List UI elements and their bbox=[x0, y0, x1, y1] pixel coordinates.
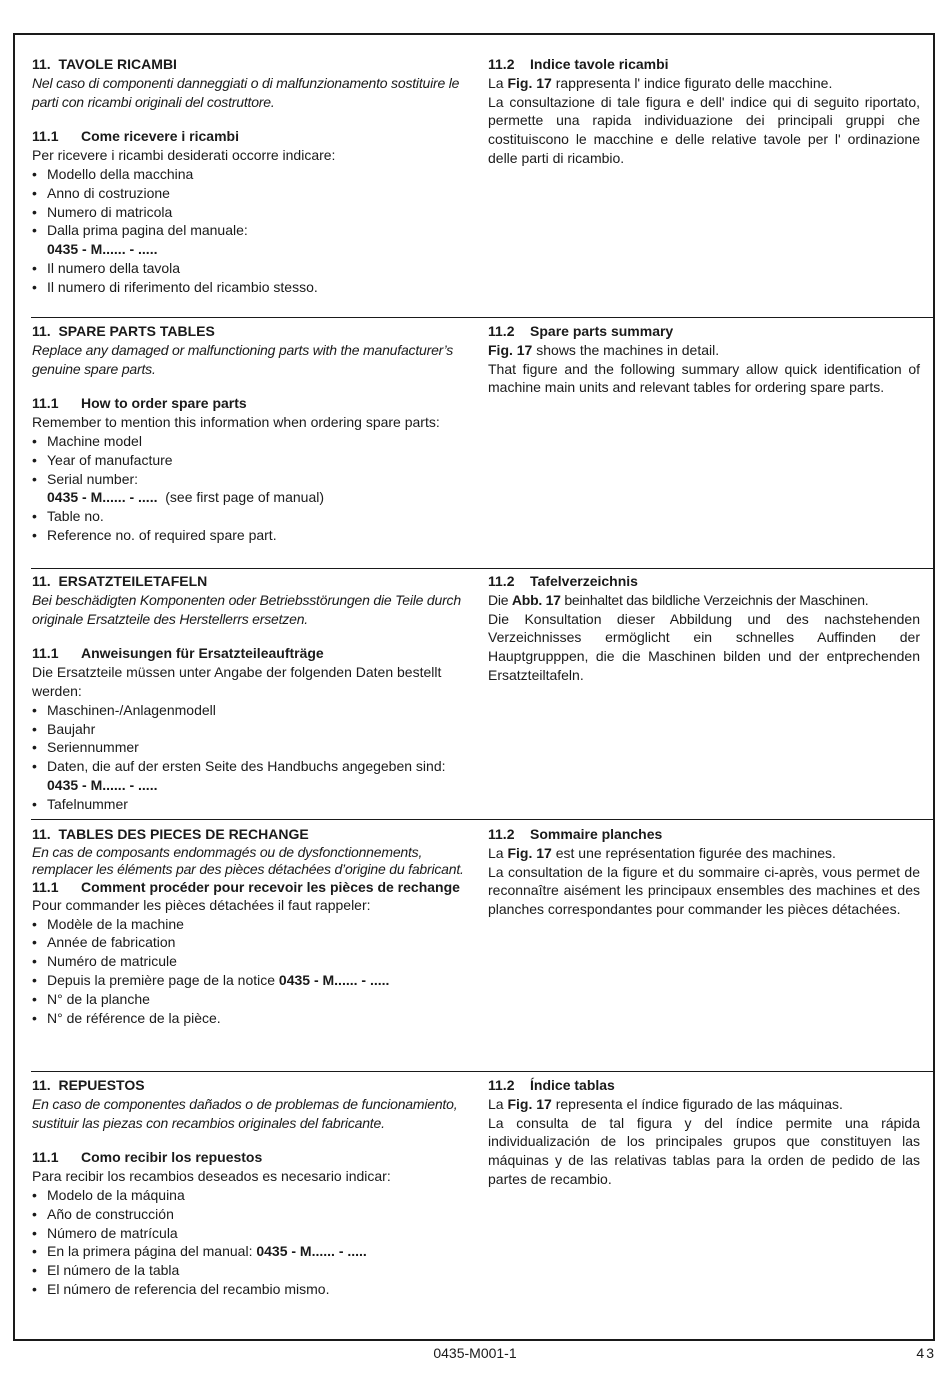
italian-right-column bbox=[488, 55, 920, 168]
list-item: • Machine model bbox=[32, 432, 142, 449]
list-item: • Numero di matricola bbox=[32, 203, 173, 220]
page-frame bbox=[13, 33, 935, 1341]
paragraph: La Fig. 17 representa el índice figurado de las máquinas. bbox=[488, 1095, 843, 1112]
list-item: • Año de construcción bbox=[32, 1205, 174, 1222]
list-item: • N° de référence de la pièce. bbox=[32, 1009, 221, 1026]
paragraph: Fig. 17 shows the machines in detail. bbox=[488, 341, 720, 358]
lead-text: Pour commander les pièces détachées il faut rappeler: bbox=[32, 896, 371, 913]
list-item: • El número de la tabla bbox=[32, 1262, 180, 1279]
section-title: 11. ERSATZTEILETAFELN bbox=[32, 573, 208, 589]
list-item: • Maschinen-/Anlagenmodell bbox=[32, 701, 216, 718]
list-item: • Tafelnummer bbox=[32, 795, 128, 812]
section-title: 11. REPUESTOS bbox=[32, 1077, 145, 1093]
manual-code: 0435 - M...... - ..... (see first page of manual) bbox=[47, 489, 325, 506]
list-item: • Reference no. of required spare part. bbox=[32, 526, 277, 543]
list-item: • Il numero della tavola bbox=[32, 259, 181, 276]
subsection-heading: 11.2 Indice tavole ricambi bbox=[488, 56, 669, 72]
list-item: • El número de referencia del recambio mismo. bbox=[32, 1280, 330, 1297]
paragraph: La Fig. 17 est une représentation figurée des machines. bbox=[488, 844, 836, 861]
section-title: 11. SPARE PARTS TABLES bbox=[32, 323, 215, 339]
page-number: 43 bbox=[916, 1345, 936, 1361]
document-code: 0435-M001-1 bbox=[433, 1345, 517, 1361]
spanish-right-column bbox=[488, 1076, 920, 1189]
list-item: • Baujahr bbox=[32, 720, 96, 737]
subsection-heading: 11.1 Como recibir los repuestos bbox=[32, 1149, 263, 1166]
english-right-column bbox=[488, 322, 920, 397]
subsection-heading: 11.1 Come ricevere i ricambi bbox=[32, 128, 239, 145]
list-item: • Année de fabrication bbox=[32, 934, 176, 951]
lead-text: Remember to mention this information when ordering spare parts: bbox=[32, 414, 440, 431]
lead-text: Per ricevere i ricambi desiderati occorre indicare: bbox=[32, 147, 336, 164]
section-divider bbox=[31, 568, 933, 569]
german-left-column bbox=[32, 572, 472, 814]
list-item: • N° de la planche bbox=[32, 990, 150, 1007]
paragraph: La consulta de tal figura y del índice permite una rápida individualización de los principales grupos que constituyen las máquinas y de las relativas tablas para la orden de pedido de las partes de recambio. bbox=[488, 1114, 920, 1187]
subsection-heading: 11.1 How to order spare parts bbox=[32, 395, 247, 412]
english-left-column bbox=[32, 322, 472, 545]
list-item: • Depuis la première page de la notice 0435 - M...... - ..... bbox=[32, 971, 390, 988]
section-intro: En cas de composants endommagés ou de dysfonctionnements, remplacer les éléments par des pièces détachées d’origine du fabricant. bbox=[32, 843, 464, 878]
list-item: • Modello della macchina bbox=[32, 165, 194, 182]
list-item: • Daten, die auf der ersten Seite des Handbuchs angegeben sind: 0435 - M...... - ..... bbox=[32, 758, 446, 793]
spanish-left-column bbox=[32, 1076, 472, 1299]
paragraph: La consultation de la figure et du sommaire ci-après, vous permet de reconnaître aisément les principaux ensembles des machines et des planches correspondantes pour commander les pièces détachées. bbox=[488, 863, 920, 918]
list-item: • Seriennummer bbox=[32, 739, 139, 756]
list-item: • Número de matrícula bbox=[32, 1224, 178, 1241]
subsection-heading: 11.1 Anweisungen für Ersatzteileaufträge bbox=[32, 645, 324, 662]
lead-text: Die Ersatzteile müssen unter Angabe der folgenden Daten bestellt werden: bbox=[32, 664, 442, 699]
list-item: • Dalla prima pagina del manuale: bbox=[32, 222, 248, 239]
subsection-heading: 11.2 Sommaire planches bbox=[488, 826, 663, 842]
paragraph: That figure and the following summary allow quick identification of machine main units and relevant tables for ordering spare parts. bbox=[488, 360, 920, 396]
section-intro: Replace any damaged or malfunctioning parts with the manufacturer’s genuine spare parts. bbox=[32, 341, 454, 377]
paragraph: Die Abb. 17 beinhaltet das bildliche Verzeichnis der Maschinen. bbox=[488, 591, 869, 608]
french-left-column bbox=[32, 825, 472, 1027]
subsection-heading: 11.2 Índice tablas bbox=[488, 1077, 615, 1093]
list-item: • Year of manufacture bbox=[32, 451, 173, 468]
list-item: • Table no. bbox=[32, 508, 104, 525]
section-intro: Nel caso di componenti danneggiati o di malfunzionamento sostituire le parti con ricambi originali del costruttore. bbox=[32, 74, 460, 110]
subsection-heading: 11.2 Spare parts summary bbox=[488, 323, 674, 339]
paragraph: La Fig. 17 rappresenta l' indice figurato delle macchine. bbox=[488, 74, 833, 91]
section-intro: Bei beschädigten Komponenten oder Betriebsstörungen die Teile durch originale Ersatzteile des Herstellerrs ersetzen. bbox=[32, 591, 461, 627]
german-right-column bbox=[488, 572, 920, 685]
paragraph: La consultazione di tale figura e dell' indice qui di seguito riportato, permette una rapida individuazione dei principali gruppi che costituiscono le macchine e delle relative tavole per l' ordinazione delle parti di ricambio. bbox=[488, 93, 920, 166]
section-divider bbox=[31, 819, 933, 820]
section-title: 11. TABLES DES PIECES DE RECHANGE bbox=[32, 826, 309, 842]
list-item: • Anno di costruzione bbox=[32, 184, 170, 201]
list-item: • Modèle de la machine bbox=[32, 915, 184, 932]
section-divider bbox=[31, 317, 933, 318]
list-item: • Il numero di riferimento del ricambio stesso. bbox=[32, 278, 318, 295]
italian-left-column bbox=[32, 55, 472, 297]
subsection-heading: 11.1 Comment procéder pour recevoir les pièces de rechange bbox=[32, 878, 460, 895]
list-item: • Numéro de matricule bbox=[32, 953, 177, 970]
subsection-heading: 11.2 Tafelverzeichnis bbox=[488, 573, 638, 589]
list-item: • Serial number: bbox=[32, 470, 139, 487]
section-intro: En caso de componentes dañados o de problemas de funcionamiento, sustituir las piezas con recambios originales del fabricante. bbox=[32, 1095, 458, 1131]
list-item: • En la primera página del manual: 0435 - M...... - ..... bbox=[32, 1243, 367, 1260]
section-divider bbox=[31, 1071, 933, 1072]
french-right-column bbox=[488, 825, 920, 919]
lead-text: Para recibir los recambios deseados es necesario indicar: bbox=[32, 1168, 391, 1185]
section-title: 11. TAVOLE RICAMBI bbox=[32, 56, 177, 72]
manual-code: 0435 - M...... - ..... bbox=[47, 241, 158, 258]
list-item: • Modelo de la máquina bbox=[32, 1186, 185, 1203]
paragraph: Die Konsultation dieser Abbildung und des nachstehenden Verzeichnisses ermöglicht ein schnelles Auffinden der Hauptgrupppen, die die Maschinen bilden und der entprechenden Ersatzteiltafeln. bbox=[488, 610, 920, 683]
